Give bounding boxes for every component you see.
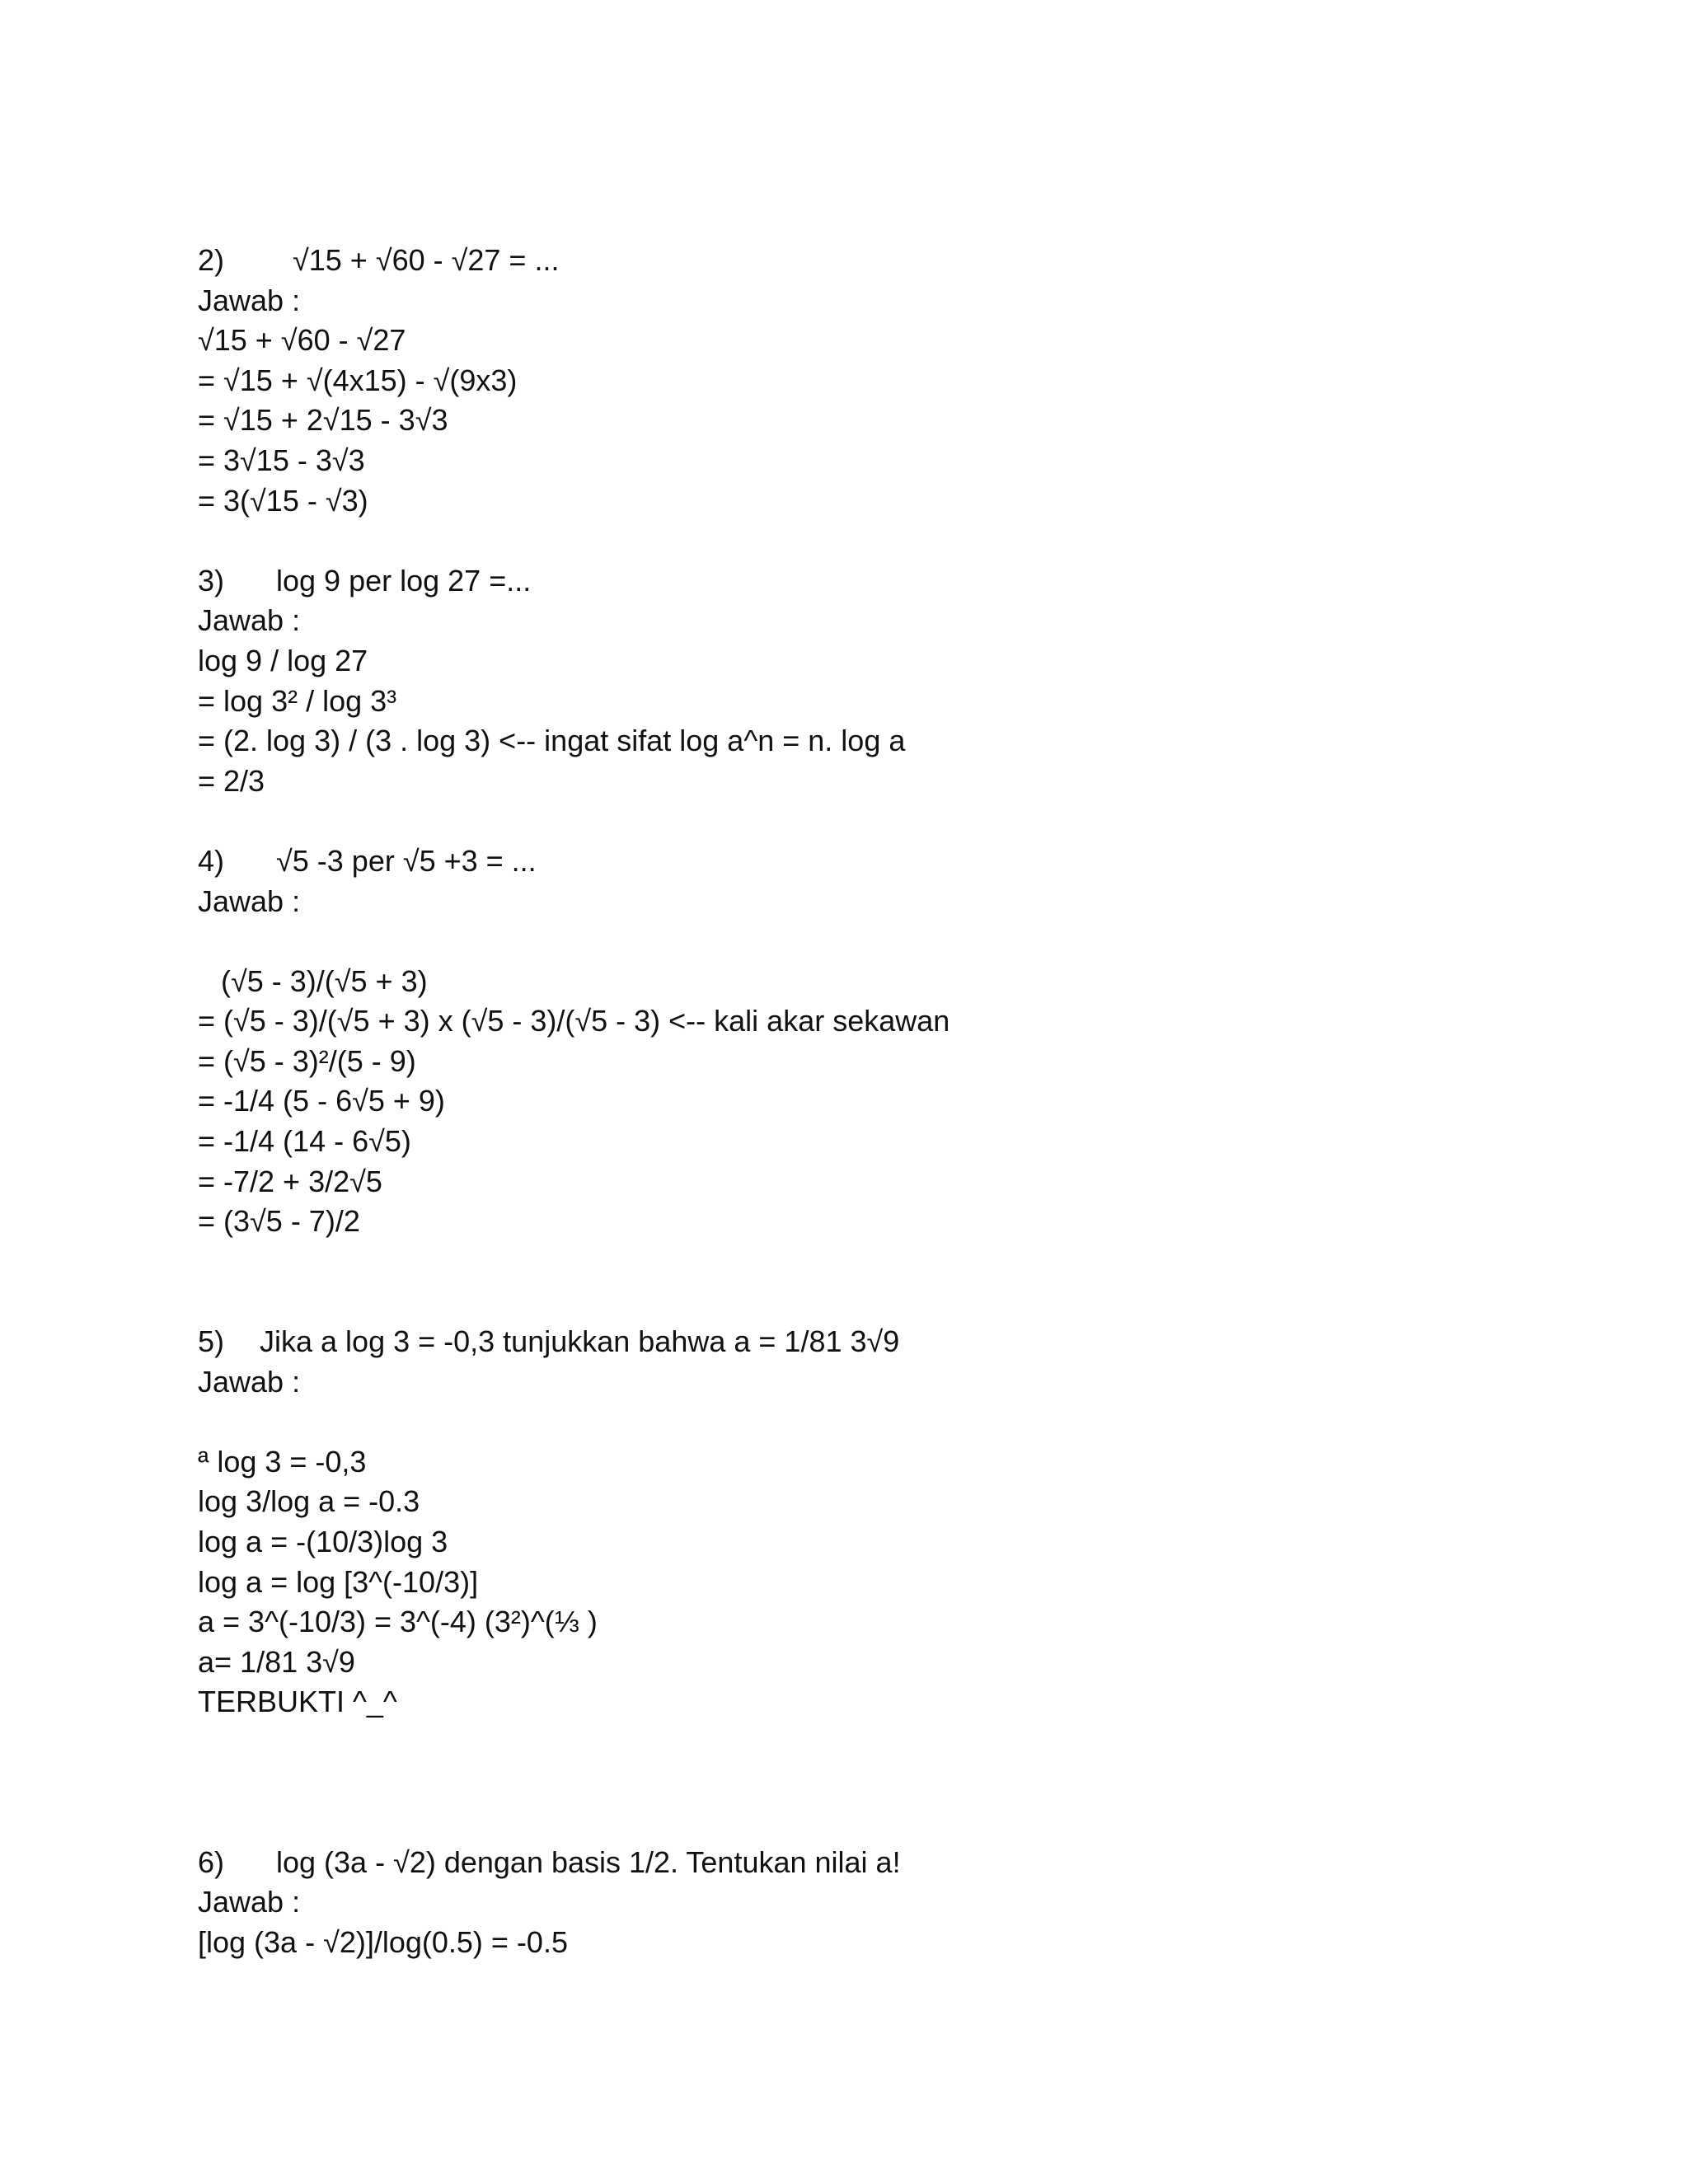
solution-step: log 9 / log 27 bbox=[198, 643, 368, 677]
solution-step: = -7/2 + 3/2√5 bbox=[198, 1164, 382, 1198]
solution-step: [log (3a - √2)]/log(0.5) = -0.5 bbox=[198, 1924, 568, 1959]
solution-step: = √15 + √(4x15) - √(9x3) bbox=[198, 363, 518, 397]
problem-question: √15 + √60 - √27 = ... bbox=[293, 243, 560, 277]
problem-number: 6) bbox=[198, 1844, 225, 1879]
problem-number: 4) bbox=[198, 843, 225, 878]
solution-step: = 3√15 - 3√3 bbox=[198, 443, 365, 477]
problem-question: √5 -3 per √5 +3 = ... bbox=[276, 843, 537, 878]
problem-2-heading bbox=[198, 241, 1517, 281]
problem-question: Jika a log 3 = -0,3 tunjukkan bahwa a = 1/81 3√9 bbox=[260, 1324, 900, 1359]
solution-step: log a = -(10/3)log 3 bbox=[198, 1525, 448, 1558]
answer-label: Jawab : bbox=[198, 883, 301, 918]
solution-step: = √15 + 2√15 - 3√3 bbox=[198, 403, 448, 438]
solution-step: √15 + √60 - √27 bbox=[198, 323, 406, 358]
solution-step: a= 1/81 3√9 bbox=[198, 1644, 355, 1679]
solution-step: = (2. log 3) / (3 . log 3) <-- ingat sifat log a^n = n. log a bbox=[198, 724, 906, 758]
problem-number: 5) bbox=[198, 1324, 225, 1359]
solution-step: = (3√5 - 7)/2 bbox=[198, 1204, 360, 1239]
solution-step: TERBUKTI ^_^ bbox=[198, 1685, 397, 1719]
solution-step: log a = log [3^(-10/3)] bbox=[198, 1564, 479, 1599]
answer-label: Jawab : bbox=[198, 1885, 301, 1919]
solution-step: = (√5 - 3)²/(5 - 9) bbox=[198, 1043, 416, 1078]
spacer bbox=[198, 801, 1517, 841]
problem-5-heading bbox=[198, 1322, 1517, 1362]
spacer bbox=[198, 521, 1517, 561]
solution-step: a = 3^(-10/3) = 3^(-4) (3²)^(⅓ ) bbox=[198, 1605, 598, 1639]
problem-number: 3) bbox=[198, 563, 225, 598]
spacer bbox=[198, 1242, 1517, 1322]
problem-6-heading bbox=[198, 1843, 1517, 1883]
solution-step: = 2/3 bbox=[198, 763, 265, 798]
problem-question: log (3a - √2) dengan basis 1/2. Tentukan nilai a! bbox=[276, 1844, 901, 1879]
problem-3-heading bbox=[198, 561, 1517, 602]
spacer bbox=[198, 1722, 1517, 1843]
solution-step: = -1/4 (14 - 6√5) bbox=[198, 1124, 411, 1159]
solution-step: (√5 - 3)/(√5 + 3) bbox=[221, 963, 428, 998]
problem-4-heading bbox=[198, 841, 1517, 882]
solution-step: = -1/4 (5 - 6√5 + 9) bbox=[198, 1084, 445, 1118]
solution-step: ª log 3 = -0,3 bbox=[198, 1444, 367, 1479]
solution-step: = 3(√15 - √3) bbox=[198, 483, 368, 518]
answer-label: Jawab : bbox=[198, 283, 301, 317]
solution-step: log 3/log a = -0.3 bbox=[198, 1484, 420, 1519]
solution-step: = log 3² / log 3³ bbox=[198, 683, 397, 718]
document-content bbox=[198, 241, 1517, 1963]
answer-label: Jawab : bbox=[198, 1364, 301, 1399]
problem-number: 2) bbox=[198, 243, 225, 277]
answer-label: Jawab : bbox=[198, 603, 301, 638]
spacer bbox=[198, 921, 1517, 962]
solution-step: = (√5 - 3)/(√5 + 3) x (√5 - 3)/(√5 - 3) <-- kali akar sekawan bbox=[198, 1004, 950, 1038]
problem-question: log 9 per log 27 =... bbox=[276, 563, 532, 598]
spacer bbox=[198, 1402, 1517, 1442]
